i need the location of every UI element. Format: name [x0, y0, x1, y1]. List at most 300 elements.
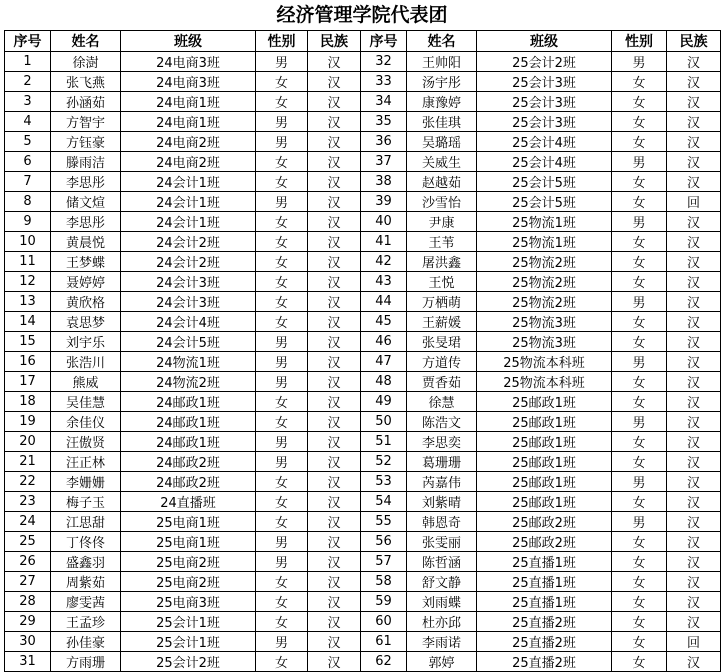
left-name-cell: 张飞燕 [51, 72, 121, 92]
left-seq-cell: 25 [5, 532, 51, 552]
right-name-cell: 王薪媛 [407, 312, 477, 332]
table-row [5, 592, 721, 612]
table-row [5, 552, 721, 572]
left-ethnicity-cell: 汉 [308, 532, 361, 552]
right-seq-cell: 44 [361, 292, 407, 312]
right-class-cell: 25会计5班 [477, 172, 612, 192]
right-seq-cell: 51 [361, 432, 407, 452]
left-name-cell: 刘宇乐 [51, 332, 121, 352]
right-name-cell: 芮嘉伟 [407, 472, 477, 492]
left-ethnicity-cell: 汉 [308, 452, 361, 472]
header-cell: 序号 [5, 31, 51, 52]
left-class-cell: 24邮政1班 [121, 392, 256, 412]
right-ethnicity-cell: 汉 [667, 592, 721, 612]
right-ethnicity-cell: 汉 [667, 492, 721, 512]
left-name-cell: 熊威 [51, 372, 121, 392]
right-class-cell: 25直播2班 [477, 652, 612, 672]
right-name-cell: 屠洪鑫 [407, 252, 477, 272]
right-class-cell: 25物流1班 [477, 212, 612, 232]
right-ethnicity-cell: 汉 [667, 152, 721, 172]
table-row [5, 172, 721, 192]
right-seq-cell: 46 [361, 332, 407, 352]
right-gender-cell: 男 [612, 52, 667, 72]
right-seq-cell: 35 [361, 112, 407, 132]
right-name-cell: 汤宇彤 [407, 72, 477, 92]
right-seq-cell: 33 [361, 72, 407, 92]
right-gender-cell: 男 [612, 512, 667, 532]
right-name-cell: 王帅阳 [407, 52, 477, 72]
left-gender-cell: 男 [256, 52, 308, 72]
right-gender-cell: 女 [612, 432, 667, 452]
right-ethnicity-cell: 汉 [667, 352, 721, 372]
right-seq-cell: 50 [361, 412, 407, 432]
left-class-cell: 24会计1班 [121, 172, 256, 192]
table-row [5, 532, 721, 552]
table-row [5, 232, 721, 252]
left-class-cell: 24邮政2班 [121, 452, 256, 472]
right-gender-cell: 女 [612, 612, 667, 632]
right-name-cell: 关威生 [407, 152, 477, 172]
left-gender-cell: 男 [256, 132, 308, 152]
right-seq-cell: 45 [361, 312, 407, 332]
right-name-cell: 赵越茹 [407, 172, 477, 192]
table-row [5, 52, 721, 72]
right-name-cell: 徐慧 [407, 392, 477, 412]
left-ethnicity-cell: 汉 [308, 112, 361, 132]
header-cell: 班级 [121, 31, 256, 52]
right-class-cell: 25会计2班 [477, 52, 612, 72]
left-class-cell: 24电商1班 [121, 112, 256, 132]
left-gender-cell: 女 [256, 172, 308, 192]
left-gender-cell: 男 [256, 632, 308, 652]
right-gender-cell: 女 [612, 252, 667, 272]
right-ethnicity-cell: 汉 [667, 72, 721, 92]
left-name-cell: 聂婷婷 [51, 272, 121, 292]
right-gender-cell: 女 [612, 452, 667, 472]
left-class-cell: 24电商3班 [121, 72, 256, 92]
left-seq-cell: 3 [5, 92, 51, 112]
left-name-cell: 黄晨悦 [51, 232, 121, 252]
right-gender-cell: 女 [612, 572, 667, 592]
right-gender-cell: 女 [612, 492, 667, 512]
left-name-cell: 孙佳豪 [51, 632, 121, 652]
right-class-cell: 25会计3班 [477, 92, 612, 112]
left-class-cell: 24邮政1班 [121, 412, 256, 432]
table-row [5, 252, 721, 272]
right-seq-cell: 48 [361, 372, 407, 392]
left-class-cell: 24电商2班 [121, 152, 256, 172]
right-ethnicity-cell: 汉 [667, 312, 721, 332]
left-ethnicity-cell: 汉 [308, 92, 361, 112]
left-gender-cell: 男 [256, 352, 308, 372]
right-seq-cell: 58 [361, 572, 407, 592]
left-name-cell: 李思彤 [51, 172, 121, 192]
left-ethnicity-cell: 汉 [308, 212, 361, 232]
table-row [5, 452, 721, 472]
right-name-cell: 王苇 [407, 232, 477, 252]
right-seq-cell: 52 [361, 452, 407, 472]
right-gender-cell: 女 [612, 112, 667, 132]
right-gender-cell: 女 [612, 632, 667, 652]
left-seq-cell: 27 [5, 572, 51, 592]
right-name-cell: 方道传 [407, 352, 477, 372]
right-gender-cell: 女 [612, 332, 667, 352]
left-seq-cell: 5 [5, 132, 51, 152]
right-class-cell: 25物流2班 [477, 292, 612, 312]
right-ethnicity-cell: 汉 [667, 652, 721, 672]
table-row [5, 332, 721, 352]
table-row [5, 152, 721, 172]
left-gender-cell: 男 [256, 452, 308, 472]
header-cell: 姓名 [407, 31, 477, 52]
left-gender-cell: 男 [256, 552, 308, 572]
left-name-cell: 盛鑫羽 [51, 552, 121, 572]
left-seq-cell: 8 [5, 192, 51, 212]
left-ethnicity-cell: 汉 [308, 152, 361, 172]
right-gender-cell: 女 [612, 392, 667, 412]
table-row [5, 492, 721, 512]
right-name-cell: 刘雨蝶 [407, 592, 477, 612]
right-class-cell: 25邮政1班 [477, 472, 612, 492]
header-cell: 姓名 [51, 31, 121, 52]
right-ethnicity-cell: 汉 [667, 552, 721, 572]
right-class-cell: 25直播1班 [477, 572, 612, 592]
left-ethnicity-cell: 汉 [308, 372, 361, 392]
right-ethnicity-cell: 汉 [667, 412, 721, 432]
right-seq-cell: 38 [361, 172, 407, 192]
left-gender-cell: 女 [256, 652, 308, 672]
left-gender-cell: 女 [256, 412, 308, 432]
left-class-cell: 24邮政1班 [121, 432, 256, 452]
right-gender-cell: 男 [612, 352, 667, 372]
left-seq-cell: 15 [5, 332, 51, 352]
header-cell: 班级 [477, 31, 612, 52]
right-class-cell: 25物流2班 [477, 272, 612, 292]
left-gender-cell: 男 [256, 112, 308, 132]
table-row [5, 392, 721, 412]
right-name-cell: 刘紫晴 [407, 492, 477, 512]
right-class-cell: 25邮政1班 [477, 412, 612, 432]
left-ethnicity-cell: 汉 [308, 472, 361, 492]
left-seq-cell: 12 [5, 272, 51, 292]
left-gender-cell: 女 [256, 572, 308, 592]
left-ethnicity-cell: 汉 [308, 592, 361, 612]
table-row [5, 512, 721, 532]
right-name-cell: 陈哲涵 [407, 552, 477, 572]
right-class-cell: 25直播2班 [477, 612, 612, 632]
right-seq-cell: 41 [361, 232, 407, 252]
table-row [5, 612, 721, 632]
right-name-cell: 张雯丽 [407, 532, 477, 552]
header-cell: 民族 [308, 31, 361, 52]
right-gender-cell: 男 [612, 152, 667, 172]
left-ethnicity-cell: 汉 [308, 552, 361, 572]
table-row [5, 412, 721, 432]
left-class-cell: 25电商1班 [121, 532, 256, 552]
right-name-cell: 舒文静 [407, 572, 477, 592]
left-class-cell: 25会计1班 [121, 632, 256, 652]
right-name-cell: 张佳琪 [407, 112, 477, 132]
left-name-cell: 袁思梦 [51, 312, 121, 332]
left-gender-cell: 女 [256, 312, 308, 332]
left-ethnicity-cell: 汉 [308, 132, 361, 152]
table-row [5, 112, 721, 132]
right-class-cell: 25物流本科班 [477, 352, 612, 372]
left-gender-cell: 男 [256, 192, 308, 212]
right-class-cell: 25邮政1班 [477, 452, 612, 472]
right-class-cell: 25会计4班 [477, 152, 612, 172]
left-name-cell: 方钰豪 [51, 132, 121, 152]
left-name-cell: 汪正林 [51, 452, 121, 472]
right-name-cell: 韩恩奇 [407, 512, 477, 532]
left-class-cell: 25电商2班 [121, 572, 256, 592]
left-ethnicity-cell: 汉 [308, 572, 361, 592]
left-ethnicity-cell: 汉 [308, 512, 361, 532]
right-class-cell: 25物流3班 [477, 332, 612, 352]
right-seq-cell: 34 [361, 92, 407, 112]
left-ethnicity-cell: 汉 [308, 72, 361, 92]
right-seq-cell: 40 [361, 212, 407, 232]
right-ethnicity-cell: 汉 [667, 272, 721, 292]
left-name-cell: 储文煊 [51, 192, 121, 212]
right-name-cell: 王悦 [407, 272, 477, 292]
table-row [5, 72, 721, 92]
table-row [5, 272, 721, 292]
left-ethnicity-cell: 汉 [308, 252, 361, 272]
right-ethnicity-cell: 汉 [667, 112, 721, 132]
right-ethnicity-cell: 汉 [667, 212, 721, 232]
left-gender-cell: 女 [256, 592, 308, 612]
right-seq-cell: 55 [361, 512, 407, 532]
right-ethnicity-cell: 汉 [667, 292, 721, 312]
right-ethnicity-cell: 汉 [667, 392, 721, 412]
right-name-cell: 康豫婷 [407, 92, 477, 112]
left-class-cell: 25电商3班 [121, 592, 256, 612]
right-ethnicity-cell: 汉 [667, 612, 721, 632]
left-ethnicity-cell: 汉 [308, 192, 361, 212]
right-class-cell: 25邮政1班 [477, 392, 612, 412]
left-name-cell: 汪傲贤 [51, 432, 121, 452]
left-class-cell: 24会计4班 [121, 312, 256, 332]
left-gender-cell: 女 [256, 252, 308, 272]
right-name-cell: 郭婷 [407, 652, 477, 672]
left-name-cell: 廖雯茜 [51, 592, 121, 612]
right-gender-cell: 女 [612, 72, 667, 92]
table-row [5, 372, 721, 392]
right-seq-cell: 61 [361, 632, 407, 652]
right-seq-cell: 49 [361, 392, 407, 412]
left-class-cell: 24会计3班 [121, 292, 256, 312]
roster-body [5, 52, 721, 672]
header-cell: 序号 [361, 31, 407, 52]
right-name-cell: 李雨诺 [407, 632, 477, 652]
left-gender-cell: 女 [256, 232, 308, 252]
left-seq-cell: 17 [5, 372, 51, 392]
left-seq-cell: 22 [5, 472, 51, 492]
left-gender-cell: 女 [256, 272, 308, 292]
left-seq-cell: 10 [5, 232, 51, 252]
left-gender-cell: 女 [256, 492, 308, 512]
left-seq-cell: 9 [5, 212, 51, 232]
left-seq-cell: 18 [5, 392, 51, 412]
left-seq-cell: 24 [5, 512, 51, 532]
right-ethnicity-cell: 汉 [667, 232, 721, 252]
page-title: 经济管理学院代表团 [276, 4, 448, 26]
left-class-cell: 24会计2班 [121, 232, 256, 252]
header-cell: 性别 [256, 31, 308, 52]
left-seq-cell: 13 [5, 292, 51, 312]
right-name-cell: 李思奕 [407, 432, 477, 452]
left-ethnicity-cell: 汉 [308, 612, 361, 632]
right-class-cell: 25直播1班 [477, 552, 612, 572]
right-gender-cell: 男 [612, 472, 667, 492]
left-seq-cell: 28 [5, 592, 51, 612]
left-class-cell: 24电商3班 [121, 52, 256, 72]
left-gender-cell: 男 [256, 372, 308, 392]
table-row [5, 212, 721, 232]
left-ethnicity-cell: 汉 [308, 352, 361, 372]
right-ethnicity-cell: 汉 [667, 532, 721, 552]
right-gender-cell: 女 [612, 592, 667, 612]
right-ethnicity-cell: 汉 [667, 572, 721, 592]
left-gender-cell: 男 [256, 432, 308, 452]
left-seq-cell: 2 [5, 72, 51, 92]
left-class-cell: 25电商1班 [121, 512, 256, 532]
table-row [5, 352, 721, 372]
right-gender-cell: 女 [612, 92, 667, 112]
left-ethnicity-cell: 汉 [308, 312, 361, 332]
table-row [5, 632, 721, 652]
right-gender-cell: 女 [612, 652, 667, 672]
right-ethnicity-cell: 汉 [667, 52, 721, 72]
left-name-cell: 方智宇 [51, 112, 121, 132]
roster-sheet [4, 0, 720, 672]
left-name-cell: 梅子玉 [51, 492, 121, 512]
right-ethnicity-cell: 回 [667, 632, 721, 652]
right-name-cell: 杜亦邱 [407, 612, 477, 632]
left-seq-cell: 20 [5, 432, 51, 452]
right-class-cell: 25物流2班 [477, 252, 612, 272]
right-class-cell: 25直播2班 [477, 632, 612, 652]
table-row [5, 292, 721, 312]
left-seq-cell: 4 [5, 112, 51, 132]
left-seq-cell: 7 [5, 172, 51, 192]
right-class-cell: 25物流1班 [477, 232, 612, 252]
left-class-cell: 25会计2班 [121, 652, 256, 672]
right-class-cell: 25物流本科班 [477, 372, 612, 392]
right-gender-cell: 女 [612, 272, 667, 292]
right-name-cell: 陈浩文 [407, 412, 477, 432]
right-gender-cell: 女 [612, 232, 667, 252]
left-seq-cell: 31 [5, 652, 51, 672]
left-ethnicity-cell: 汉 [308, 492, 361, 512]
right-class-cell: 25会计5班 [477, 192, 612, 212]
left-class-cell: 24会计2班 [121, 252, 256, 272]
right-seq-cell: 54 [361, 492, 407, 512]
right-class-cell: 25会计3班 [477, 72, 612, 92]
left-seq-cell: 23 [5, 492, 51, 512]
right-ethnicity-cell: 汉 [667, 172, 721, 192]
right-class-cell: 25邮政1班 [477, 432, 612, 452]
left-seq-cell: 30 [5, 632, 51, 652]
right-seq-cell: 53 [361, 472, 407, 492]
left-seq-cell: 14 [5, 312, 51, 332]
left-class-cell: 24会计1班 [121, 192, 256, 212]
right-ethnicity-cell: 回 [667, 192, 721, 212]
right-class-cell: 25会计3班 [477, 112, 612, 132]
right-seq-cell: 43 [361, 272, 407, 292]
left-gender-cell: 女 [256, 612, 308, 632]
left-seq-cell: 26 [5, 552, 51, 572]
right-ethnicity-cell: 汉 [667, 332, 721, 352]
header-cell: 性别 [612, 31, 667, 52]
left-gender-cell: 女 [256, 392, 308, 412]
right-class-cell: 25邮政2班 [477, 512, 612, 532]
right-ethnicity-cell: 汉 [667, 512, 721, 532]
left-ethnicity-cell: 汉 [308, 412, 361, 432]
right-gender-cell: 女 [612, 532, 667, 552]
left-seq-cell: 6 [5, 152, 51, 172]
right-ethnicity-cell: 汉 [667, 92, 721, 112]
table-row [5, 312, 721, 332]
left-ethnicity-cell: 汉 [308, 172, 361, 192]
left-class-cell: 24会计1班 [121, 212, 256, 232]
left-class-cell: 24直播班 [121, 492, 256, 512]
left-gender-cell: 女 [256, 212, 308, 232]
left-gender-cell: 女 [256, 92, 308, 112]
right-seq-cell: 62 [361, 652, 407, 672]
left-ethnicity-cell: 汉 [308, 432, 361, 452]
right-name-cell: 吴璐瑶 [407, 132, 477, 152]
left-ethnicity-cell: 汉 [308, 52, 361, 72]
left-class-cell: 24电商2班 [121, 132, 256, 152]
left-name-cell: 王孟珍 [51, 612, 121, 632]
right-gender-cell: 男 [612, 412, 667, 432]
right-seq-cell: 42 [361, 252, 407, 272]
right-class-cell: 25物流3班 [477, 312, 612, 332]
table-row [5, 132, 721, 152]
left-class-cell: 24物流1班 [121, 352, 256, 372]
right-seq-cell: 32 [361, 52, 407, 72]
left-gender-cell: 女 [256, 472, 308, 492]
right-name-cell: 贾香茹 [407, 372, 477, 392]
right-ethnicity-cell: 汉 [667, 452, 721, 472]
left-name-cell: 余佳仪 [51, 412, 121, 432]
left-gender-cell: 女 [256, 512, 308, 532]
left-name-cell: 滕雨洁 [51, 152, 121, 172]
left-name-cell: 李姗姗 [51, 472, 121, 492]
right-seq-cell: 36 [361, 132, 407, 152]
right-ethnicity-cell: 汉 [667, 432, 721, 452]
right-seq-cell: 57 [361, 552, 407, 572]
right-name-cell: 万栖萌 [407, 292, 477, 312]
right-gender-cell: 女 [612, 172, 667, 192]
right-gender-cell: 女 [612, 552, 667, 572]
right-name-cell: 沙雪怡 [407, 192, 477, 212]
left-name-cell: 李思彤 [51, 212, 121, 232]
left-gender-cell: 男 [256, 532, 308, 552]
left-name-cell: 王梦蝶 [51, 252, 121, 272]
left-class-cell: 25会计1班 [121, 612, 256, 632]
left-ethnicity-cell: 汉 [308, 392, 361, 412]
right-gender-cell: 女 [612, 132, 667, 152]
right-seq-cell: 59 [361, 592, 407, 612]
right-name-cell: 尹康 [407, 212, 477, 232]
left-class-cell: 25电商2班 [121, 552, 256, 572]
right-name-cell: 张旻珺 [407, 332, 477, 352]
left-class-cell: 24电商1班 [121, 92, 256, 112]
left-name-cell: 徐澍 [51, 52, 121, 72]
